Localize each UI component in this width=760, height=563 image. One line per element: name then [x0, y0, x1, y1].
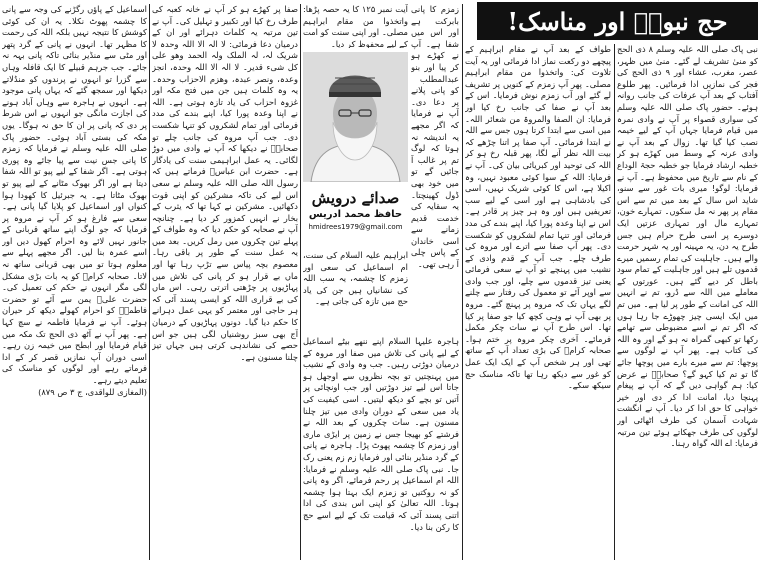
paragraph: اسماعیل کے پاؤں رگڑنے کی وجہ سے پانی کا چشمہ پھوٹ نکلا۔ یہ ان کی کوئی کوشش کا نتیجہ نہیں بلکہ اللہ کی رحمت کا مظہر تھا۔ انہوں نے پانی کے گرد پتھر اور مٹی سے منڈیر بنائی تاکہ پانی بہہ نہ جائے۔ جب جرہم قبیلے کا ایک قافلہ وہاں سے گزرا تو انہوں نے پرندوں کو منڈلاتے دیکھا اور سمجھ گئے کہ یہاں پانی موجود ہے۔ انہوں نے ہاجرہ سے وہاں آباد ہونے کی اجازت مانگی جو انہوں نے اس شرط پر دی کہ پانی پر ان کا حق نہ ہوگا۔ یوں مکہ کی بستی آباد ہوئی۔ حضور پاک صلی اللہ علیہ وسلم نے فرمایا کہ زمزم کا پانی جس نیت سے پیا جائے وہ پوری ہوتی ہے۔ اگر شفا کے لیے پیو تو اللہ شفا دیتا ہے اور اگر بھوک مٹانے کے لیے پیو تو بھوک مٹاتا ہے۔ یہ جبرئیل کا کھودا ہوا کنواں اور اسماعیل کو پلایا گیا پانی ہے۔ سعی سے فارغ ہو کر آپ نے مروہ پر فرمایا کہ جو لوگ اپنے ساتھ قربانی کے جانور نہیں لائے وہ احرام کھول دیں اور اسے عمرہ بنا لیں۔ اگر مجھے پہلے سے معلوم ہوتا تو میں بھی قربانی ساتھ نہ لاتا۔ صحابہ کرامؓ کو یہ بات بڑی مشکل لگی مگر انہوں نے حکم کی تعمیل کی۔ حضرت علیؓ یمن سے آئے تو حضرت فاطمہؓ کو احرام کھولے دیکھ کر حیران ہوئے۔ آپ نے فرمایا فاطمہ نے سچ کہا ہے۔ پھر آپ نے آٹھ ذی الحج تک مکہ میں قیام فرمایا اور ابطح میں خیمہ زن رہے۔ اسی دوران آپ نمازیں قصر کر کے ادا فرماتے رہے اور لوگوں کو مناسک کی تعلیم دیتے رہے۔ — [2, 4, 147, 385]
text-column-3-top — [303, 4, 408, 48]
text-column-2 — [465, 44, 611, 560]
paragraph: زمزم کا پانی بابرکت ہے اور اس میں شفا ہے۔ آپ نے کھڑے ہو کر پیا اور بنو عبدالمطلب کو پانی پلانے پر دعا دی۔ آپ نے فرمایا کہ اگر مجھے یہ اندیشہ نہ ہوتا کہ لوگ تم پر غالب آ جائیں گے تو میں خود بھی ڈول کھینچتا۔ یہ سقایہ کی خدمت قدیم زمانے سے اسی خاندان کے پاس چلی آ رہی تھی۔ — [411, 4, 459, 270]
text-column-4 — [152, 4, 298, 560]
paragraph: ہاجرہ علیہا السلام اپنے ننھے بیٹے اسماعیل کے لیے پانی کی تلاش میں صفا اور مروہ کے درمیان دوڑتی رہیں۔ جب وہ وادی کے نشیب میں پہنچتیں تو بچہ نظروں سے اوجھل ہو جاتا اس لیے تیز دوڑتیں اور جب اونچائی پر آتیں تو بچے کو دیکھ لیتیں۔ اسی کیفیت کی یاد میں سعی کے دوران وادی میں تیز چلنا مسنون ہے۔ سات چکروں کے بعد اللہ نے فرشتے کو بھیجا جس نے زمین پر ایڑی ماری اور زمزم کا چشمہ پھوٹ پڑا۔ ہاجرہ نے پانی کے گرد منڈیر بنائی اور فرمایا زم زم یعنی رک جا۔ نبی پاک صلی اللہ علیہ وسلم نے فرمایا: اللہ ام اسماعیل پر رحم فرمائے، اگر وہ پانی کو نہ روکتیں تو زمزم ایک بہتا ہوا چشمہ ہوتا۔ اللہ تعالیٰ کو اپنی اس بندی کی ادا اتنی پسند آئی کہ قیامت تک کے لیے اسے حج کا رکن بنا دیا۔ — [303, 336, 459, 532]
paragraph: طواف کے بعد آپ نے مقام ابراہیم کے پیچھے دو رکعت نماز ادا فرمائی اور یہ آیت تلاوت کی: واتخذوا من مقام ابراہیم مصلی۔ پھر آپ زمزم کے کنویں پر تشریف لے گئے اور آب زمزم نوش فرمایا۔ اس کے بعد آپ نے صفا کی جانب رخ کیا اور فرمایا: ان الصفا والمروۃ من شعائر اللہ۔ میں اسی سے ابتدا کرتا ہوں جس سے اللہ نے ابتدا فرمائی۔ آپ صفا پر اتنا چڑھے کہ بیت اللہ نظر آنے لگا، پھر قبلہ رخ ہو کر اللہ کی توحید اور کبریائی بیان کی۔ آپ نے فرمایا: اللہ کے سوا کوئی معبود نہیں، وہ اکیلا ہے، اس کا کوئی شریک نہیں، اسی کی بادشاہی ہے اور اسی کے لیے سب تعریفیں ہیں اور وہ ہر چیز پر قادر ہے۔ اس نے اپنا وعدہ پورا کیا، اپنے بندے کی مدد فرمائی اور تنہا تمام لشکروں کو شکست دی۔ پھر آپ صفا سے اترے اور مروہ کی طرف چلے۔ جب آپ کے قدم وادی کے نشیب میں پہنچے تو آپ نے سعی فرمائی یعنی تیز قدموں سے چلے، اور جب وادی سے اوپر آئے تو معمول کی رفتار سے چلنے لگے یہاں تک کہ مروہ پر پہنچ گئے۔ مروہ پر بھی آپ نے وہی کچھ کیا جو صفا پر کیا تھا۔ اس طرح آپ نے سات چکر مکمل فرمائے۔ آخری چکر مروہ پر ختم ہوا۔ صحابہ کرامؓ کی بڑی تعداد آپ کے ساتھ تھی اور ہر شخص آپ کے ایک ایک عمل کو غور سے دیکھ رہا تھا تاکہ مناسک حج سیکھ سکے۔ — [465, 44, 611, 391]
text-column-3-under-portrait — [303, 250, 408, 334]
paragraph: ابراہیم علیہ السلام کی سنت، ام اسماعیل کی سعی اور زمزم کا چشمہ، یہ سب اللہ کی نشانیاں ہیں جن کی یاد حج میں تازہ کی جاتی ہے۔ — [303, 250, 408, 307]
column-divider — [614, 44, 615, 560]
text-column-1 — [617, 44, 758, 560]
closing-reference: (المغازی للواقدی، ج ۳ ص ۸۷۹) — [38, 386, 147, 397]
author-email: hmidrees1979@gmail.com — [308, 223, 403, 231]
paragraph: آیت نمبر ۱۲۵ کا یہ حصہ پڑھا: واتخذوا من مقام ابراہیم مصلی۔ اور اپنی سنت کو امت کے لیے محفوظ کر دیا۔ — [303, 4, 408, 48]
text-column-5 — [2, 4, 147, 560]
article-headline: حج نبویؐ اور مناسک! — [507, 6, 728, 36]
paragraph: صفا پر کھڑے ہو کر آپ نے خانہ کعبہ کی طرف رخ کیا اور تکبیر و تہلیل کی۔ آپ نے تین مرتبہ یہ کلمات دہرائے اور ان کے درمیان دعا فرمائی: لا الہ الا اللہ وحدہ لا شریک لہ، لہ الملک ولہ الحمد وھو علی کل شیء قدیر۔ لا الہ الا اللہ وحدہ، انجز وعدہ، ونصر عبدہ، وھزم الاحزاب وحدہ۔ یہ وہ کلمات ہیں جن میں فتح مکہ اور غزوہ احزاب کی یاد تازہ ہوتی ہے۔ اللہ نے اپنا وعدہ پورا کیا، اپنے بندے کی مدد فرمائی اور تمام لشکروں کو تنہا شکست دی۔ جب آپ مروہ کی جانب چلے تو صحابہؓ نے دیکھا کہ آپ نے وادی میں دوڑ لگائی۔ یہ عمل ابراہیمی سنت کی یادگار ہے۔ حضرت ابن عباسؓ فرماتے ہیں کہ رسول اللہ صلی اللہ علیہ وسلم نے سعی اس لیے کی تاکہ مشرکین کو اپنی قوت دکھائیں۔ مشرکین نے کہا تھا کہ یثرب کے بخار نے انہیں کمزور کر دیا ہے۔ چنانچہ آپ نے صحابہ کو حکم دیا کہ وہ طواف کے پہلے تین چکروں میں رمل کریں۔ بعد میں یہ عمل سنت کے طور پر باقی رہا۔ معصوم بچہ پیاس سے تڑپ رہا تھا اور ماں بے قرار ہو کر پانی کی تلاش میں پہاڑیوں پر چڑھتی اترتی رہی۔ اس ماں کی بے قراری اللہ کو ایسی پسند آئی کہ ہر حاجی اور معتمر کو یہی عمل دہرانے کا حکم دیا گیا۔ دونوں پہاڑیوں کے درمیان آج بھی سبز روشنیاں لگی ہیں جو اس حصے کی نشاندہی کرتی ہیں جہاں تیز چلنا مسنون ہے۔ — [152, 4, 298, 362]
column-divider — [300, 4, 301, 560]
author-portrait — [303, 52, 408, 182]
author-name: حافظ محمد ادریس — [308, 209, 403, 220]
text-column-3-side — [411, 4, 459, 336]
author-portrait-image — [303, 52, 408, 182]
text-column-3-bottom — [303, 336, 459, 560]
paragraph: نبی پاک صلی اللہ علیہ وسلم ۸ ذی الحج کو منیٰ تشریف لے گئے۔ منیٰ میں ظہر، عصر، مغرب، عشاء اور ۹ ذی الحج کی فجر کی نمازیں ادا فرمائیں۔ پھر طلوع آفتاب کے بعد آپ عرفات کی جانب روانہ ہوئے۔ حضور پاک صلی اللہ علیہ وسلم کی سواری قصواء پر آپ نے وادی نمرہ میں قیام فرمایا جہاں آپ کے لیے خیمہ نصب کیا گیا تھا۔ زوال کے بعد آپ نے وادی عرنہ کے وسط میں کھڑے ہو کر خطبہ ارشاد فرمایا جو خطبہ حجۃ الوداع کے نام سے تاریخ میں محفوظ ہے۔ آپ نے فرمایا: لوگو! میری بات غور سے سنو، شاید اس سال کے بعد میں تم سے اس مقام پر پھر نہ مل سکوں۔ تمہارے خون، تمہارے مال اور تمہاری عزتیں ایک دوسرے پر اسی طرح حرام ہیں جس طرح یہ دن، یہ مہینہ اور یہ شہر حرمت والے ہیں۔ جاہلیت کی تمام رسمیں میرے قدموں تلے ہیں اور جاہلیت کے تمام سود باطل کر دیے گئے ہیں۔ عورتوں کے معاملے میں اللہ سے ڈرو، تم نے انہیں اللہ کی امانت کے طور پر لیا ہے۔ میں تم میں ایک ایسی چیز چھوڑے جا رہا ہوں کہ اگر تم نے اسے مضبوطی سے تھامے رکھا تو کبھی گمراہ نہ ہو گے اور وہ اللہ کی کتاب ہے۔ پھر آپ نے لوگوں سے پوچھا: تم سے میرے بارے میں پوچھا جائے گا تو تم کیا کہو گے؟ صحابہؓ نے عرض کیا: ہم گواہی دیں گے کہ آپ نے پیغام پہنچا دیا، امانت ادا کر دی اور خیر خواہی کا حق ادا کر دیا۔ آپ نے انگشت شہادت آسمان کی طرف اٹھائی اور لوگوں کی طرف جھکاتے ہوئے تین مرتبہ فرمایا: اے اللہ گواہ رہنا۔ — [617, 44, 758, 449]
column-divider — [462, 4, 463, 560]
column-name: صدائے درویش — [311, 189, 400, 207]
column-byline — [303, 186, 408, 248]
article-headline-banner — [477, 2, 758, 40]
column-divider — [149, 4, 150, 560]
